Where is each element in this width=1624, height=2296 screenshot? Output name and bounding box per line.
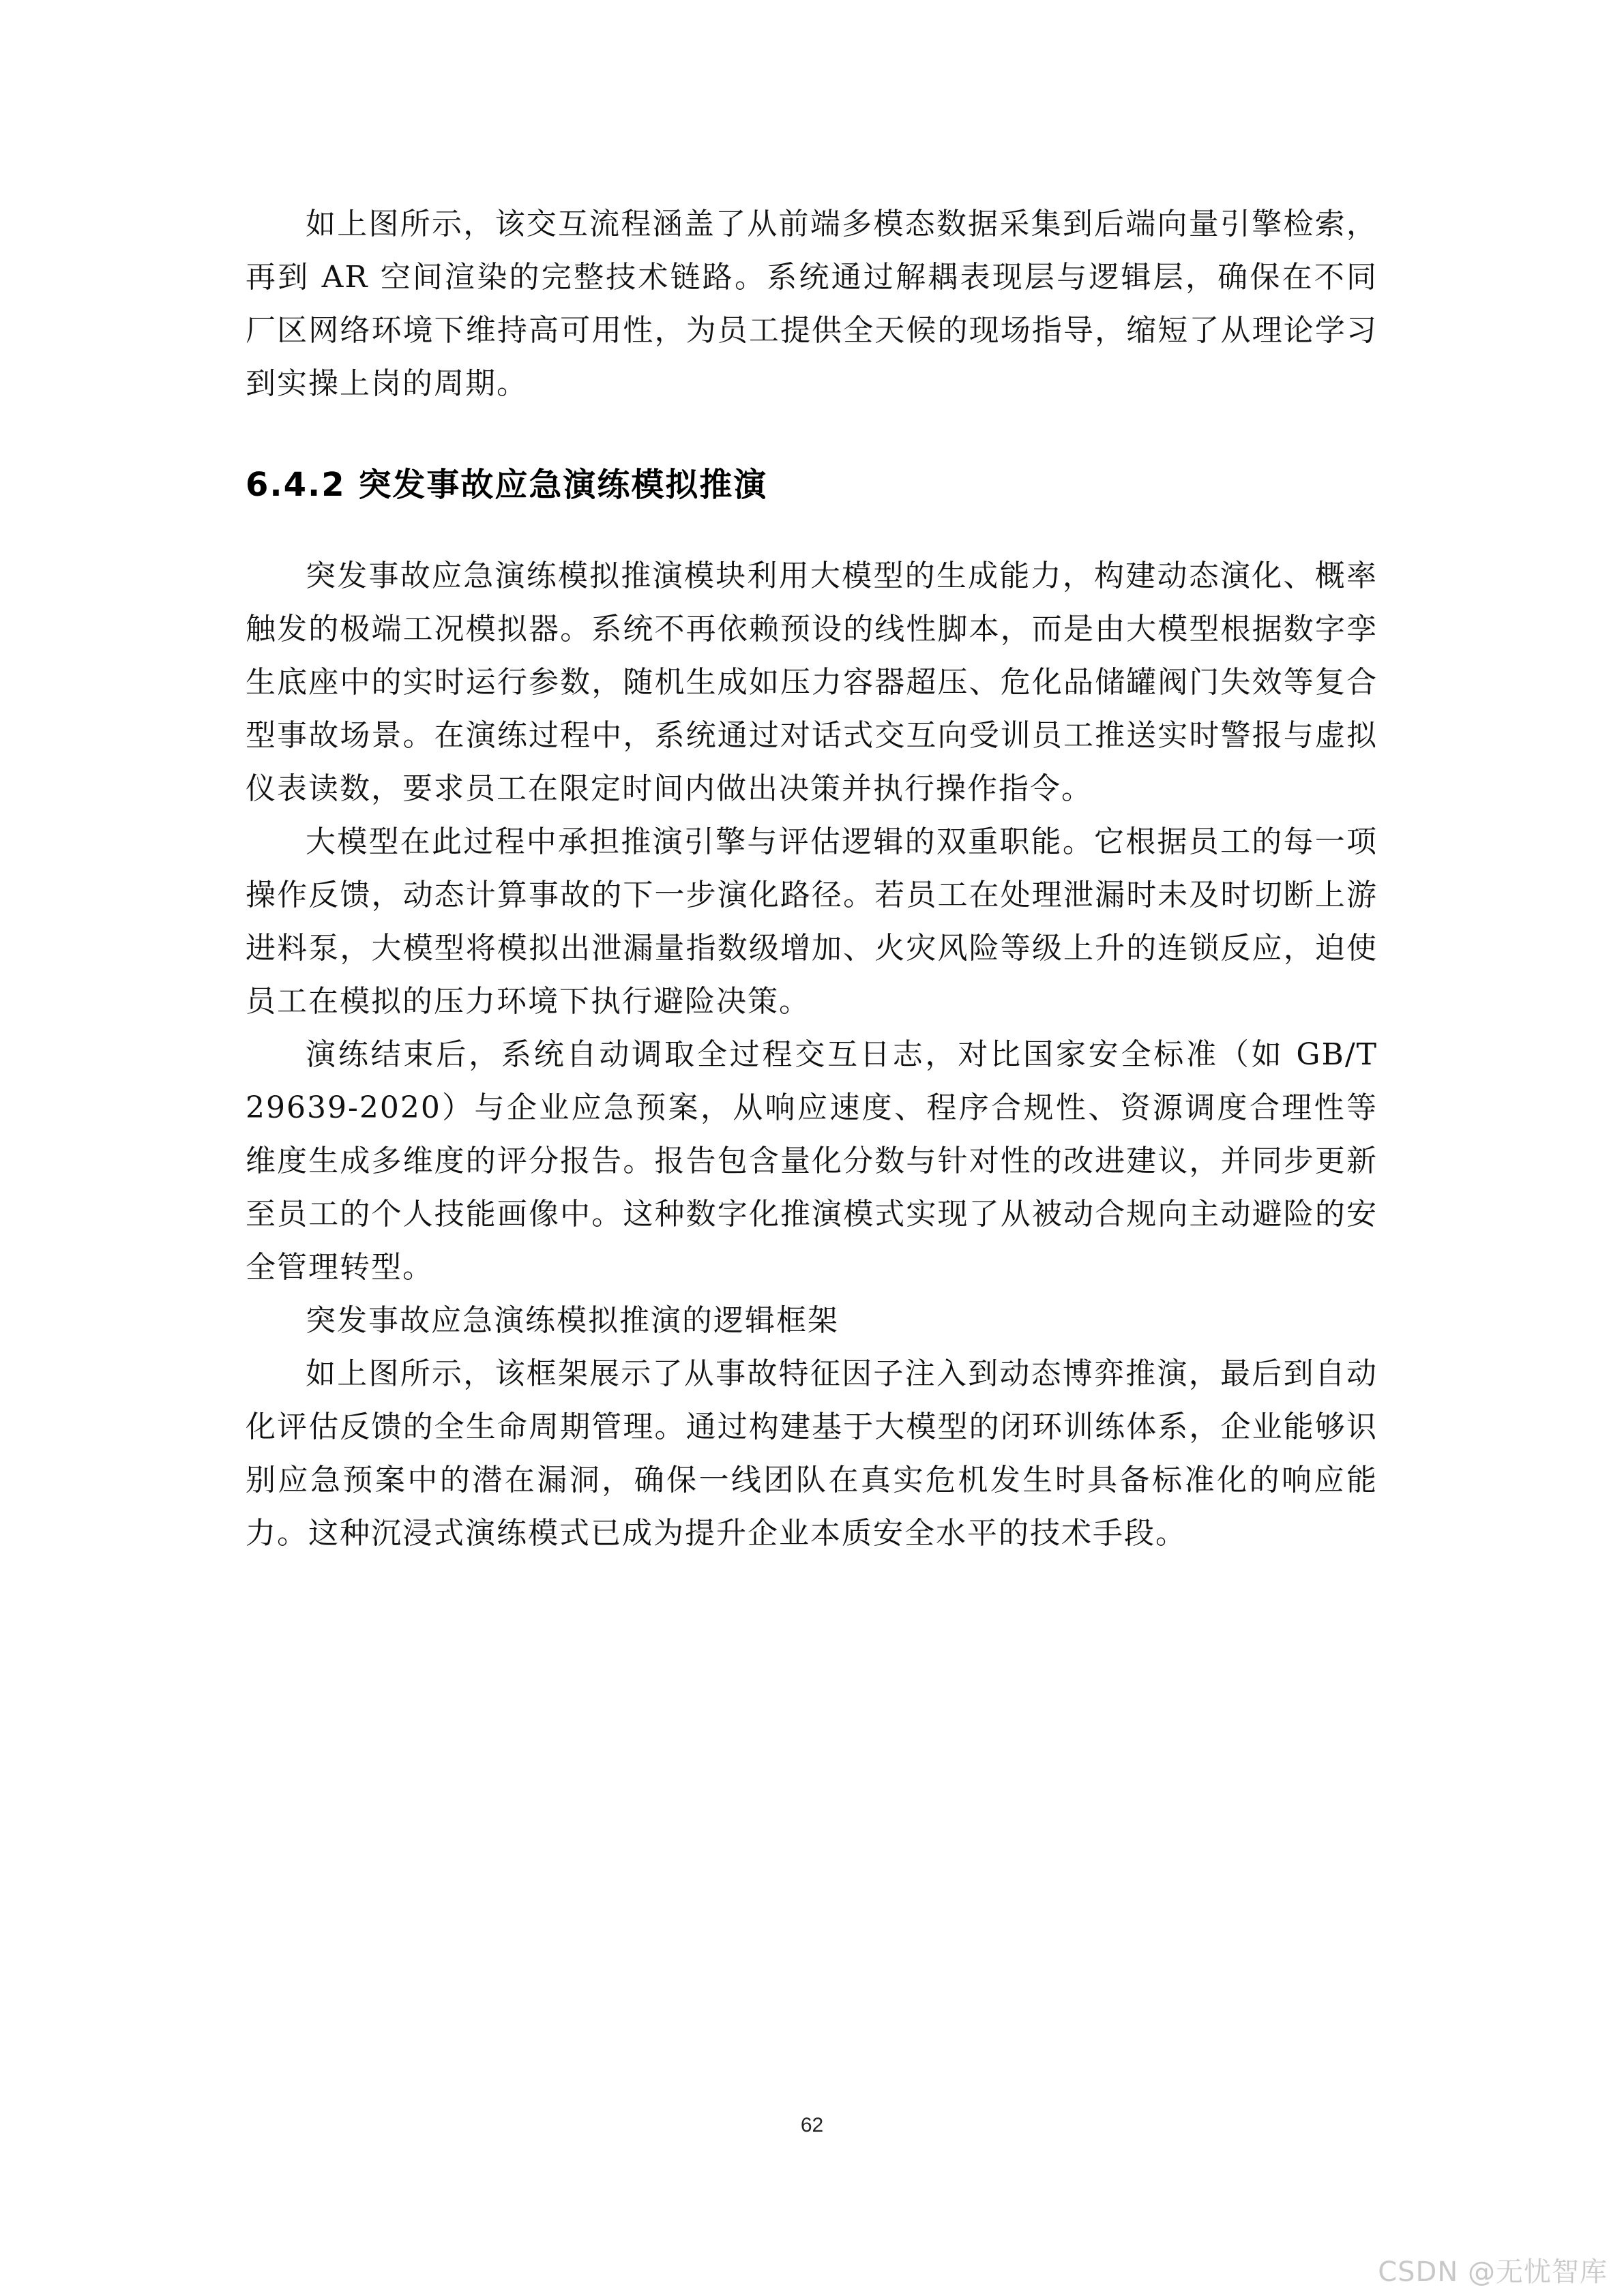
section-heading: 6.4.2 突发事故应急演练模拟推演: [246, 466, 768, 504]
watermark: CSDN @无忧智库: [1378, 2256, 1608, 2288]
section-body: [246, 550, 1378, 1560]
body-paragraph-1: 突发事故应急演练模拟推演模块利用大模型的生成能力，构建动态演化、概率触发的极端工况模拟器。系统不再依赖预设的线性脚本，而是由大模型根据数字孪生底座中的实时运行参数，随机生成如压力容器超压、危化品储罐阀门失效等复合型事故场景。在演练过程中，系统通过对话式交互向受训员工推送实时警报与虚拟仪表读数，要求员工在限定时间内做出决策并执行操作指令。: [246, 558, 1378, 806]
page-number: 62: [800, 2114, 824, 2136]
body-paragraph-2: 大模型在此过程中承担推演引擎与评估逻辑的双重职能。它根据员工的每一项操作反馈，动态计算事故的下一步演化路径。若员工在处理泄漏时未及时切断上游进料泵，大模型将模拟出泄漏量指数级增加、火灾风险等级上升的连锁反应，迫使员工在模拟的压力环境下执行避险决策。: [246, 824, 1378, 1019]
body-paragraph-4: 如上图所示，该框架展示了从事故特征因子注入到动态博弈推演，最后到自动化评估反馈的全生命周期管理。通过构建基于大模型的闭环训练体系，企业能够识别应急预案中的潜在漏洞，确保一线团队在真实危机发生时具备标准化的响应能力。这种沉浸式演练模式已成为提升企业本质安全水平的技术手段。: [246, 1356, 1378, 1551]
figure-caption: 突发事故应急演练模拟推演的逻辑框架: [306, 1303, 839, 1338]
body-paragraph-3: 演练结束后，系统自动调取全过程交互日志，对比国家安全标准（如 GB/T 29639-2020）与企业应急预案，从响应速度、程序合规性、资源调度合理性等维度生成多维度的评分报告。报告包含量化分数与针对性的改进建议，并同步更新至员工的个人技能画像中。这种数字化推演模式实现了从被动合规向主动避险的安全管理转型。: [246, 1037, 1378, 1285]
intro-paragraph: 如上图所示，该交互流程涵盖了从前端多模态数据采集到后端向量引擎检索，再到 AR 空间渲染的完整技术链路。系统通过解耦表现层与逻辑层，确保在不同厂区网络环境下维持高可用性，为员工提供全天候的现场指导，缩短了从理论学习到实操上岗的周期。: [246, 207, 1378, 401]
intro-section: [246, 198, 1378, 411]
